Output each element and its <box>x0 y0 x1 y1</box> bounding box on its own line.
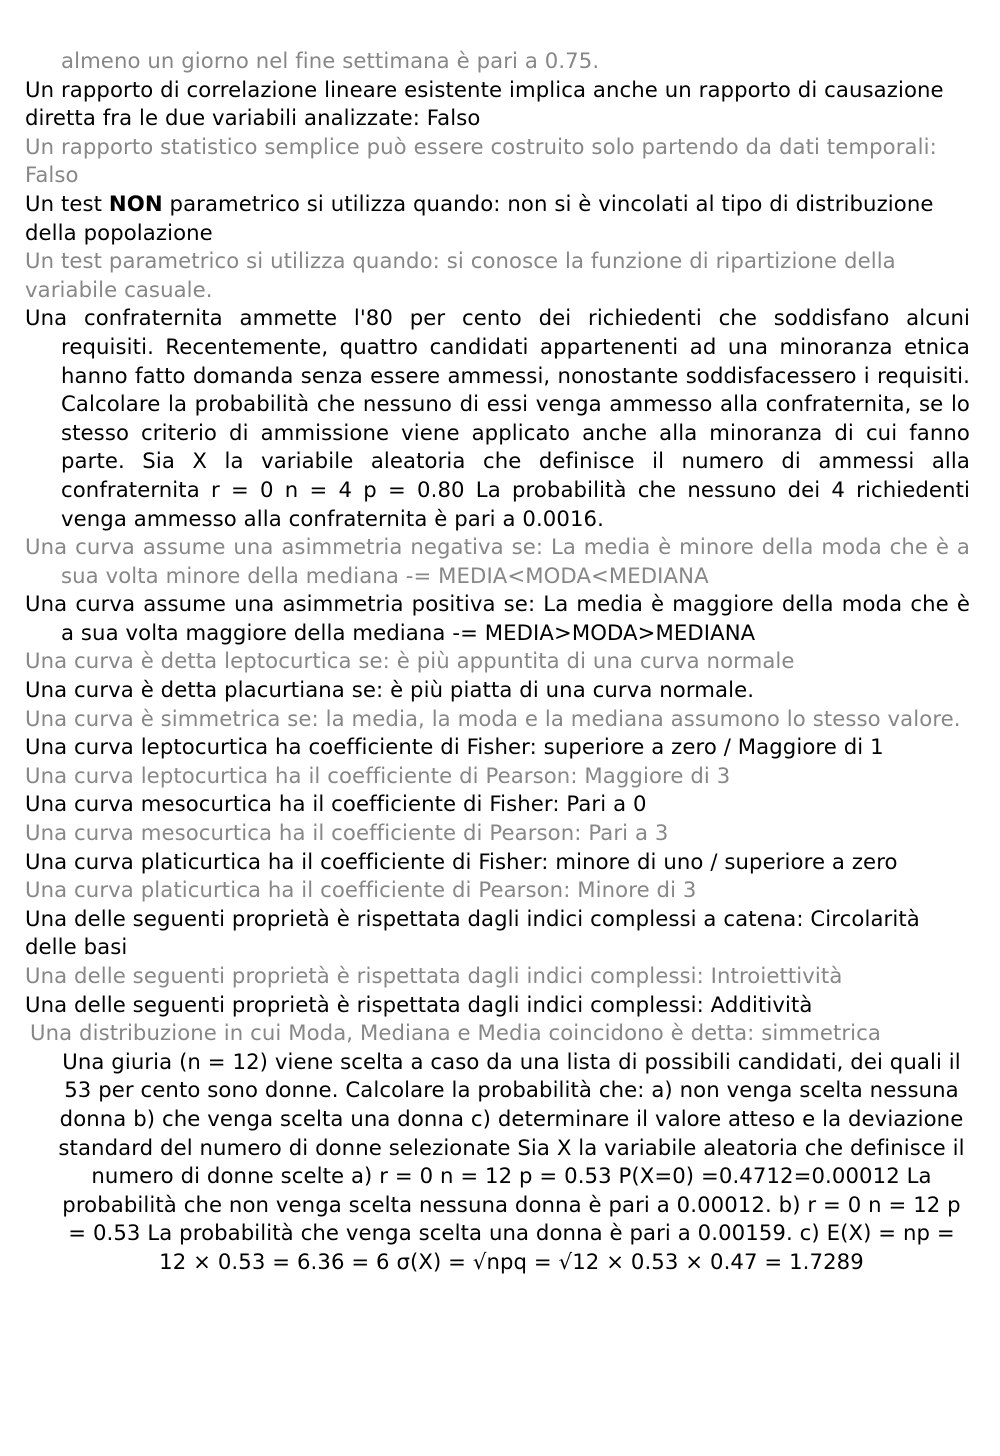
text-line: Una distribuzione in cui Moda, Mediana e Media coincidono è detta: simmetrica <box>30 1020 881 1046</box>
text-line: Una curva è simmetrica se: la media, la moda e la mediana assumono lo stesso valore. <box>25 705 961 731</box>
text-line: Una curva leptocurtica ha il coefficiente di Pearson: Maggiore di 3 <box>25 762 731 788</box>
text-line: Un test parametrico si utilizza quando: si conosce la funzione di ripartizione della variabile casuale. <box>25 248 896 302</box>
text-line: Una curva mesocurtica ha il coefficiente di Pearson: Pari a 3 <box>25 820 669 846</box>
text-paragraph: Una confraternita ammette l'80 per cento dei richiedenti che soddisfano alcuni requisiti. Recentemente, quattro candidati appartenenti ad una minoranza etnica hanno fatto domanda senza essere ammessi, nonostante soddisfacessero i requisiti. Calcolare la probabilità che nessuno di essi venga ammesso alla confraternita, se lo stesso criterio di ammissione viene applicato anche alla minoranza di cui fanno parte. Sia X la variabile aleatoria che definisce il numero di ammessi alla confraternita r = 0 n = 4 p = 0.80 La probabilità che nessuno dei 4 richiedenti venga ammesso alla confraternita è pari a 0.0016. <box>25 305 970 531</box>
bold-text: NON <box>108 190 163 216</box>
text-line: Una curva platicurtica ha il coefficiente di Pearson: Minore di 3 <box>25 877 697 903</box>
text-paragraph: Una giuria (n = 12) viene scelta a caso da una lista di possibili candidati, dei quali il 53 per cento sono donne. Calcolare la probabilità che: a) non venga scelta nessuna donna b) che venga scelta una donna c) determinare il valore atteso e la deviazione standard del numero di donne selezionate Sia X la variabile aleatoria che definisce il numero di donne scelte a) r = 0 n = 12 p = 0.53 P(X=0) =0.4712=0.00012 La probabilità che non venga scelta nessuna donna è pari a 0.00012. b) r = 0 n = 12 p = 0.53 La probabilità che venga scelta una donna è pari a 0.00159. c) E(X) = np = 12 × 0.53 = 6.36 = 6 σ(X) = √npq = √12 × 0.53 × 0.47 = 1.7289 <box>58 1048 965 1274</box>
text-line: Una delle seguenti proprietà è rispettata dagli indici complessi: Additività <box>25 991 813 1017</box>
text-line: Una curva mesocurtica ha il coefficiente di Fisher: Pari a 0 <box>25 791 647 817</box>
text-line: Una curva assume una asimmetria negativa se: La media è minore della moda che è a sua volta minore della mediana -= MEDIA<MODA<MEDIANA <box>25 534 970 588</box>
text-line: almeno un giorno nel fine settimana è pari a 0.75. <box>61 48 600 73</box>
text-line <box>25 190 970 247</box>
text-line: Una curva assume una asimmetria positiva se: La media è maggiore della moda che è a sua volta maggiore della mediana -= MEDIA>MODA>MEDIANA <box>25 591 970 645</box>
text-segment: parametrico si utilizza quando: non si è vincolati al tipo di distribuzione della popolazione <box>25 190 934 245</box>
text-segment: Un test <box>25 190 109 216</box>
text-line: Un rapporto di correlazione lineare esistente implica anche un rapporto di causazione diretta fra le due variabili analizzate: Falso <box>25 76 944 131</box>
document-body <box>25 47 970 1277</box>
text-line: Una curva platicurtica ha il coefficiente di Fisher: minore di uno / superiore a zero <box>25 848 898 874</box>
text-line: Una delle seguenti proprietà è rispettata dagli indici complessi: Introiettività <box>25 963 843 988</box>
text-line: Una curva è detta placurtiana se: è più piatta di una curva normale. <box>25 677 755 703</box>
text-line: Una curva è detta leptocurtica se: è più appuntita di una curva normale <box>25 648 795 674</box>
text-line: Una curva leptocurtica ha coefficiente di Fisher: superiore a zero / Maggiore di 1 <box>25 734 884 760</box>
text-line: Un rapporto statistico semplice può essere costruito solo partendo da dati temporali: Falso <box>25 133 937 188</box>
text-line: Una delle seguenti proprietà è rispettata dagli indici complessi a catena: Circolarità delle basi <box>25 905 920 960</box>
